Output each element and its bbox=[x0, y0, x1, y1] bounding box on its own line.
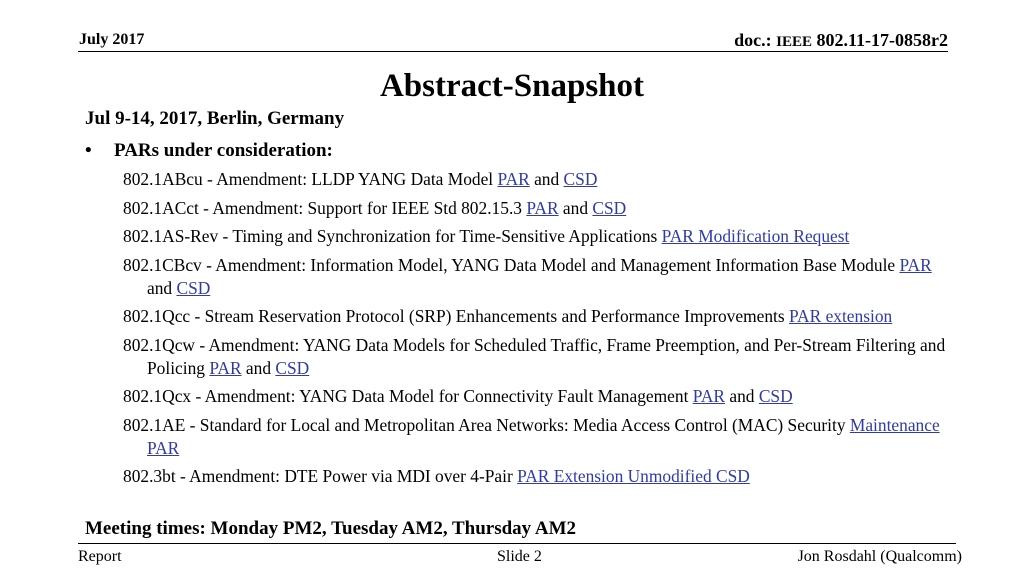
header-doc-id bbox=[734, 30, 948, 51]
item-text: 802.3bt - Amendment: DTE Power via MDI over 4-Pair bbox=[123, 466, 518, 486]
doc-number: 802.11-17-0858r2 bbox=[816, 30, 948, 50]
doc-org: IEEE bbox=[776, 34, 813, 50]
csd-link[interactable]: CSD bbox=[275, 357, 310, 378]
item-sep: and bbox=[147, 277, 177, 298]
unmodified-csd-link[interactable]: Unmodified CSD bbox=[627, 466, 750, 486]
csd-link[interactable]: CSD bbox=[563, 169, 598, 189]
meeting-times: Meeting times: Monday PM2, Tuesday AM2, Thursday AM2 bbox=[85, 518, 577, 539]
list-item bbox=[123, 334, 953, 380]
item-text: 802.1ACct - Amendment: Support for IEEE Std 802.15.3 bbox=[123, 197, 527, 218]
item-sep: and bbox=[241, 357, 276, 378]
slide-title: Abstract-Snapshot bbox=[379, 68, 645, 104]
slide-number: Slide 2 bbox=[497, 548, 542, 565]
item-text: 802.1CBcv - Amendment: Information Model, YANG Data Model and Management Information Base Module bbox=[123, 254, 900, 275]
par-link[interactable]: PAR bbox=[526, 197, 559, 218]
par-extension-link[interactable]: PAR Extension bbox=[517, 466, 628, 486]
list-item bbox=[123, 385, 953, 408]
footer-left: Report bbox=[78, 548, 122, 565]
item-text: 802.1Qcx - Amendment: YANG Data Model for Connectivity Fault Management bbox=[123, 386, 693, 406]
item-text: 802.1AE - Standard for Local and Metropolitan Area Networks: Media Access Control (MAC) Security bbox=[123, 414, 850, 435]
par-link[interactable]: PAR bbox=[209, 357, 242, 378]
csd-link[interactable]: CSD bbox=[758, 386, 793, 406]
list-item bbox=[123, 168, 953, 191]
item-text: 802.1Qcc - Stream Reservation Protocol (SRP) Enhancements and Performance Improvements bbox=[123, 306, 789, 326]
csd-link[interactable]: CSD bbox=[592, 197, 627, 218]
par-link[interactable]: PAR bbox=[497, 169, 530, 189]
item-text: 802.1AS-Rev - Timing and Synchronization for Time-Sensitive Applications bbox=[123, 226, 662, 246]
par-list bbox=[123, 168, 953, 494]
csd-link[interactable]: CSD bbox=[176, 277, 211, 298]
item-text: 802.1Qcw - Amendment: YANG Data Models for Scheduled Traffic, Frame Preemption, and Per-Stream Filtering and Policing bbox=[123, 334, 946, 378]
doc-prefix: doc.: bbox=[734, 30, 772, 50]
list-item bbox=[123, 254, 953, 300]
item-text: 802.1ABcu - Amendment: LLDP YANG Data Model bbox=[123, 169, 498, 189]
item-sep: and bbox=[725, 386, 759, 406]
bullet-icon: • bbox=[85, 140, 92, 161]
meeting-location: Jul 9-14, 2017, Berlin, Germany bbox=[85, 108, 345, 129]
pars-heading-text: PARs under consideration: bbox=[114, 140, 333, 161]
item-sep: and bbox=[558, 197, 593, 218]
item-sep: and bbox=[529, 169, 564, 189]
par-link[interactable]: PAR bbox=[899, 254, 932, 275]
footer-author: Jon Rosdahl (Qualcomm) bbox=[797, 548, 962, 565]
header-date: July 2017 bbox=[79, 31, 145, 48]
par-extension-link[interactable]: PAR extension bbox=[788, 306, 893, 326]
maintenance-par-link[interactable]: Maintenance PAR bbox=[147, 414, 940, 458]
list-item bbox=[123, 305, 953, 328]
par-link[interactable]: PAR bbox=[692, 386, 725, 406]
list-item bbox=[123, 465, 953, 488]
list-item bbox=[123, 225, 953, 248]
pars-heading bbox=[85, 140, 333, 162]
par-modification-link[interactable]: PAR Modification Request bbox=[661, 226, 850, 246]
list-item bbox=[123, 197, 953, 220]
footer-rule bbox=[78, 543, 956, 544]
header-rule bbox=[78, 51, 948, 52]
list-item bbox=[123, 414, 953, 460]
